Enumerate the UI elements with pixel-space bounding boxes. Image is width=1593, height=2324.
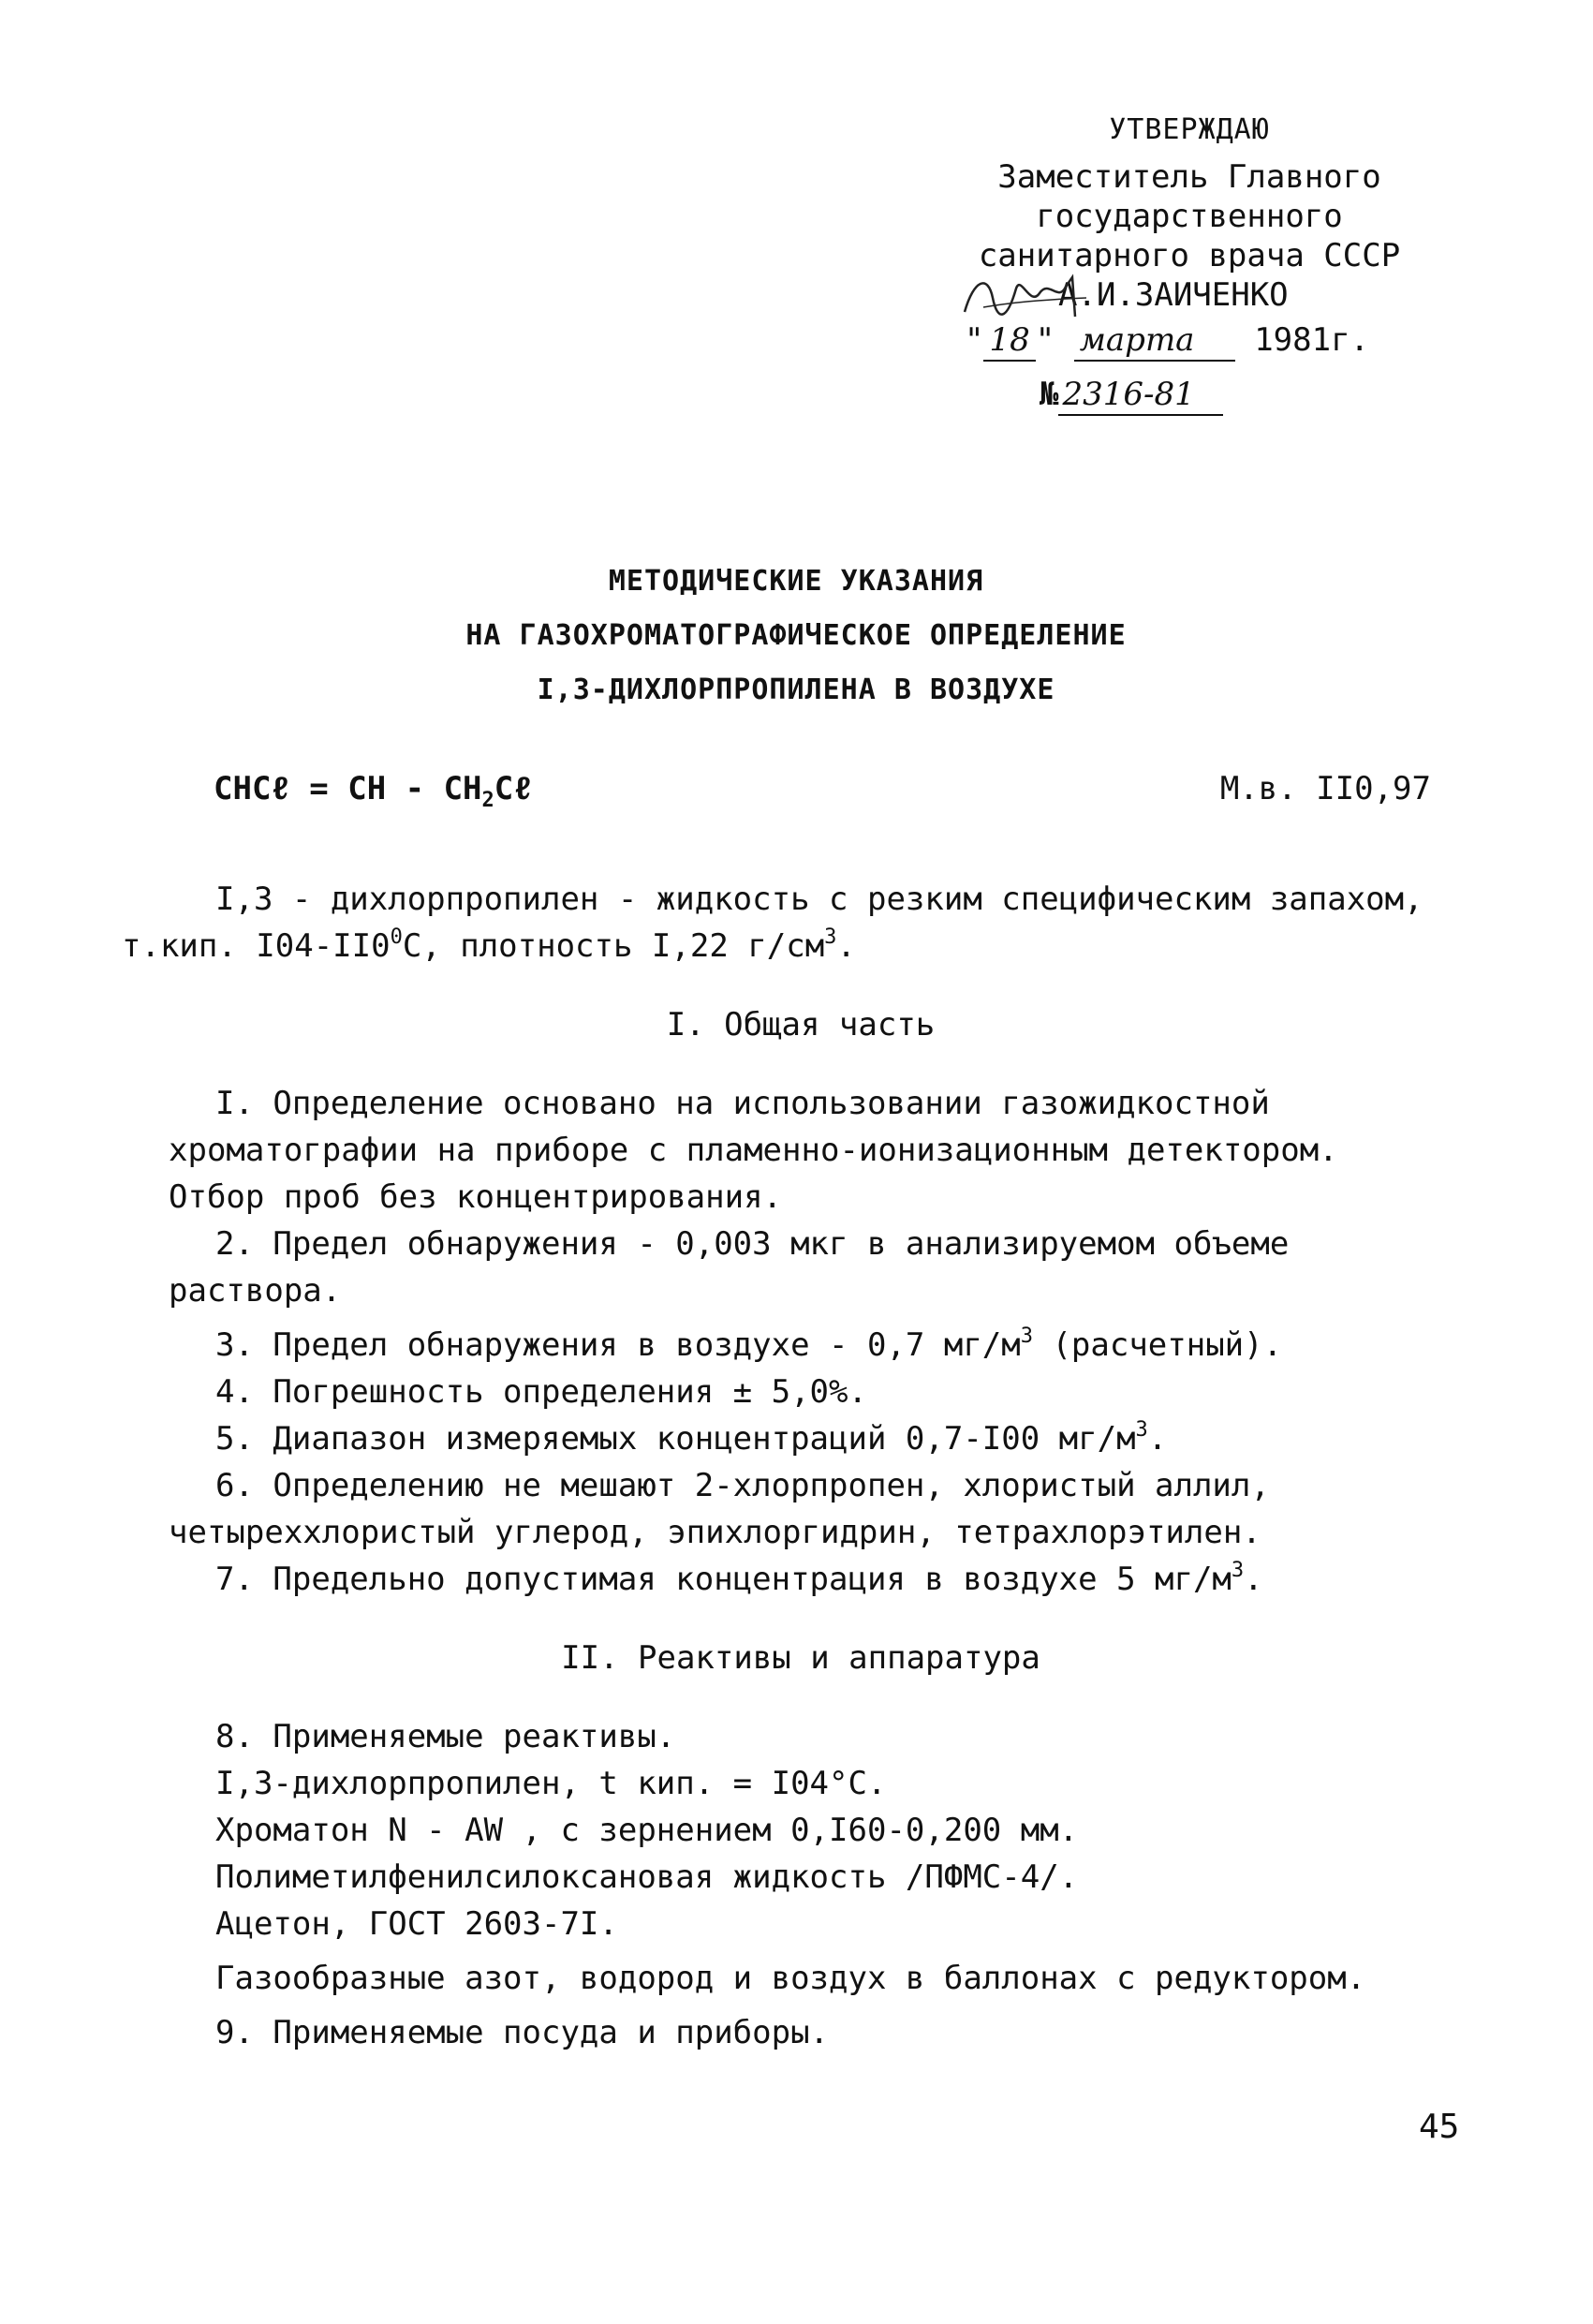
approval-block (946, 111, 1433, 416)
approval-position-line2: государственного (1036, 198, 1343, 235)
formula: CHCℓ = CH - $CH_2C\ell$ (214, 770, 533, 812)
reagent-gases: Газообразные азот, водород и воздух в баллонах с редуктором. (215, 1960, 1366, 1997)
document-body (122, 876, 1433, 2056)
reg-prefix: № (1040, 376, 1059, 413)
document-title (281, 555, 1311, 718)
molecular-weight: М.в. II0,97 (1219, 770, 1431, 807)
date-month: марта (1074, 320, 1235, 362)
item-9: 9. Применяемые посуда и приборы. (215, 2014, 830, 2051)
item-6: 6. Определению не мешают 2-хлорпропен, хлористый аллил, четыреххлористый углерод, эпихлоргидрин, тетрахлорэтилен. (169, 1467, 1270, 1551)
item-1: I. Определение основано на использовании газожидкостной хроматографии на приборе с пламенно-ионизационным детектором. Отбор проб без концентрирования. (169, 1085, 1338, 1216)
item-3: 3. Предел обнаружения в воздухе - 0,7 $мг/м^3$ (расчетный). (215, 1325, 1283, 1364)
reg-number: 2316-81 (1058, 375, 1222, 416)
approval-position-line1: Заместитель Главного (997, 158, 1381, 196)
reagent-acetone: Ацетон, ГОСТ 2603-7I. (215, 1905, 618, 1943)
signatory-name: А.И.ЗАИЧЕНКО (1058, 276, 1289, 314)
date-day: 18 (983, 320, 1035, 362)
date-year: 1981г. (1254, 321, 1370, 359)
title-line1: МЕТОДИЧЕСКИЕ УКАЗАНИЯ (608, 565, 984, 598)
approval-date: " 18 " марта 1981г. (946, 320, 1433, 362)
chemical-formula-row (214, 770, 1431, 812)
handwritten-signature (955, 270, 1096, 326)
approval-header: УТВЕРЖДАЮ (1109, 113, 1270, 146)
page-number: 45 (1419, 2108, 1460, 2146)
item-2: 2. Предел обнаружения - 0,003 мкг в анализируемом объеме раствора. (169, 1225, 1290, 1310)
item-8: 8. Применяемые реактивы. (215, 1718, 676, 1755)
section-1-heading: I. Общая часть (666, 1006, 936, 1044)
registration-number (946, 375, 1433, 416)
approval-position-line3: санитарного врача СССР (978, 237, 1401, 274)
section-2-heading: II. Реактивы и аппаратура (561, 1639, 1040, 1677)
title-line3: I,3-ДИХЛОРПРОПИЛЕНА В ВОЗДУХЕ (537, 674, 1055, 706)
reagent-chromaton: Хроматон N - AW , с зернением 0,I60-0,200 мм. (215, 1812, 1079, 1849)
title-line2: НА ГАЗОХРОМАТОГРАФИЧЕСКОЕ ОПРЕДЕЛЕНИЕ (465, 619, 1127, 652)
signature-line (946, 275, 1433, 315)
item-5: 5. Диапазон измеряемых концентраций 0,7-I00 $мг/м^3$. (215, 1418, 1168, 1458)
item-4: 4. Погрешность определения ± 5,0%. (215, 1373, 867, 1411)
reagent-pfms: Полиметилфенилсилоксановая жидкость /ПФМС-4/. (215, 1858, 1079, 1896)
reagent-dichloropropylene: I,3-дихлорпропилен, t кип. = I04°С. (215, 1765, 887, 1802)
item-7: 7. Предельно допустимая концентрация в воздухе 5 $мг/м^3$. (215, 1559, 1263, 1598)
intro-paragraph: I,3 - дихлорпропилен - жидкость с резким специфическим запахом, т.кип. $I04-II0^0С$, плотность I,22 $г/см^3$. (122, 881, 1423, 965)
